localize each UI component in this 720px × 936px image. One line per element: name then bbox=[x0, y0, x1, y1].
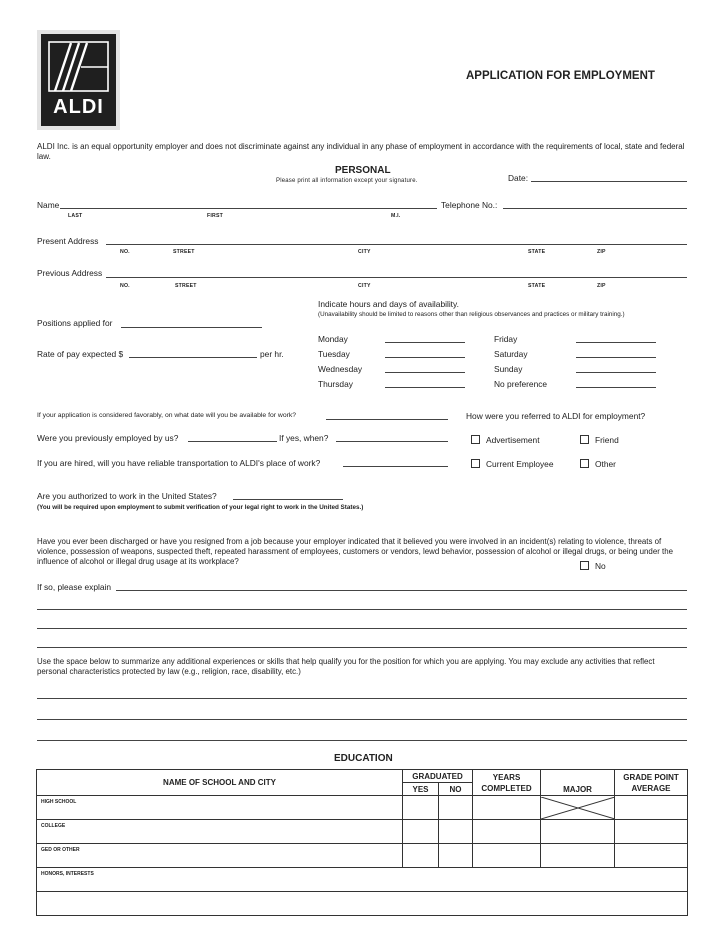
referral-advertisement[interactable] bbox=[471, 435, 540, 445]
edu-cell[interactable] bbox=[615, 820, 688, 844]
if-yes-label: If yes, when? bbox=[279, 433, 329, 443]
referral-current-employee[interactable] bbox=[471, 459, 554, 469]
name-label: Name bbox=[37, 200, 60, 210]
start-date-field[interactable] bbox=[326, 419, 448, 420]
previous-address-field[interactable] bbox=[106, 277, 687, 278]
day-saturday: Saturday bbox=[494, 349, 528, 359]
day-no-preference: No preference bbox=[494, 379, 548, 389]
saturday-field[interactable] bbox=[576, 357, 656, 358]
edu-cell[interactable] bbox=[403, 820, 439, 844]
col-graduated-header: GRADUATED bbox=[403, 770, 473, 783]
edu-cell[interactable] bbox=[439, 796, 473, 820]
print-instruction: Please print all information except your signature. bbox=[276, 178, 418, 184]
day-wednesday: Wednesday bbox=[318, 364, 363, 374]
summary-prompt: Use the space below to summarize any additional experiences or skills that help qualify you for the position for which you are applying. You may exclude any activities that reflect personal characteristics protected by law (e.g., religion, race, disability, etc.) bbox=[37, 657, 655, 676]
summary-line-3[interactable] bbox=[37, 740, 687, 741]
rate-field[interactable] bbox=[129, 357, 257, 358]
referral-label: How were you referred to ALDI for employment? bbox=[466, 411, 646, 421]
col-no-header: NO bbox=[439, 783, 473, 796]
previously-employed-question: Were you previously employed by us? bbox=[37, 433, 179, 443]
transportation-field[interactable] bbox=[343, 466, 448, 467]
previous-sub-state: STATE bbox=[528, 283, 546, 289]
edu-cell[interactable] bbox=[439, 844, 473, 868]
col-years-header: YEARS COMPLETED bbox=[473, 770, 541, 796]
thursday-field[interactable] bbox=[385, 387, 465, 388]
tuesday-field[interactable] bbox=[385, 357, 465, 358]
edu-cell[interactable] bbox=[473, 820, 541, 844]
previous-sub-zip: ZIP bbox=[597, 283, 606, 289]
explain-label: If so, please explain bbox=[37, 582, 112, 592]
explain-line-4[interactable] bbox=[37, 647, 687, 648]
date-field[interactable] bbox=[531, 181, 687, 182]
rate-label: Rate of pay expected $ bbox=[37, 349, 124, 359]
start-date-question: If your application is considered favorably, on what date will you be available for work? bbox=[37, 412, 297, 419]
rate-suffix: per hr. bbox=[260, 349, 284, 359]
checkbox-icon bbox=[580, 459, 589, 468]
previous-address-label: Previous Address bbox=[37, 268, 103, 278]
present-sub-no: NO. bbox=[120, 249, 130, 255]
availability-label: Indicate hours and days of availability. bbox=[318, 299, 459, 309]
name-field[interactable] bbox=[60, 208, 437, 209]
authorized-question: Are you authorized to work in the United States? bbox=[37, 491, 217, 501]
summary-line-1[interactable] bbox=[37, 698, 687, 699]
education-heading: EDUCATION bbox=[334, 753, 393, 764]
major-crossed-cell bbox=[541, 796, 615, 820]
previous-sub-city: CITY bbox=[358, 283, 371, 289]
previous-sub-street: STREET bbox=[175, 283, 197, 289]
referral-friend[interactable] bbox=[580, 435, 619, 445]
explain-line-1[interactable] bbox=[116, 590, 687, 591]
previous-sub-no: NO. bbox=[120, 283, 130, 289]
edu-cell[interactable] bbox=[403, 796, 439, 820]
edu-cell[interactable] bbox=[541, 844, 615, 868]
logo-stripes-icon bbox=[41, 34, 116, 94]
if-yes-field[interactable] bbox=[336, 441, 448, 442]
summary-line-2[interactable] bbox=[37, 719, 687, 720]
row-college: COLLEGE bbox=[37, 820, 403, 844]
present-address-field[interactable] bbox=[106, 244, 687, 245]
present-sub-zip: ZIP bbox=[597, 249, 606, 255]
availability-note: (Unavailability should be limited to reasons other than religious observances and practices or military training.) bbox=[318, 311, 625, 318]
edu-cell[interactable] bbox=[473, 796, 541, 820]
col-yes-header: YES bbox=[403, 783, 439, 796]
row-high-school: HIGH SCHOOL bbox=[37, 796, 403, 820]
telephone-label: Telephone No.: bbox=[441, 200, 498, 210]
discharge-question: Have you ever been discharged or have you resigned from a job because your employer indicated that it believed you were involved in an incident(s) relating to violence, threats of violence, possession of weapons, suspected theft, repeated harassment of employees, customers or vendors, lewd behavior, possession of alcohol or illegal drugs, or being under the influence of alcohol or illegal drug usage at its workplace? bbox=[37, 537, 674, 566]
no-preference-field[interactable] bbox=[576, 387, 656, 388]
day-thursday: Thursday bbox=[318, 379, 353, 389]
previously-employed-field[interactable] bbox=[188, 441, 277, 442]
authorized-note: (You will be required upon employment to submit verification of your legal right to work in the United States.) bbox=[37, 504, 364, 511]
referral-friend-label: Friend bbox=[595, 435, 619, 445]
checkbox-icon bbox=[471, 435, 480, 444]
telephone-field[interactable] bbox=[503, 208, 687, 209]
checkbox-icon bbox=[580, 435, 589, 444]
present-sub-street: STREET bbox=[173, 249, 195, 255]
referral-advertisement-label: Advertisement bbox=[486, 435, 540, 445]
discharge-no-option[interactable] bbox=[580, 561, 606, 571]
logo-text: ALDI bbox=[53, 96, 104, 118]
position-field[interactable] bbox=[121, 327, 262, 328]
checkbox-icon bbox=[580, 561, 589, 570]
name-sub-first: FIRST bbox=[207, 213, 223, 219]
edu-cell[interactable] bbox=[615, 844, 688, 868]
edu-cell[interactable] bbox=[439, 820, 473, 844]
checkbox-icon bbox=[471, 459, 480, 468]
monday-field[interactable] bbox=[385, 342, 465, 343]
date-label: Date: bbox=[508, 173, 529, 183]
present-sub-state: STATE bbox=[528, 249, 546, 255]
honors-blank-row[interactable] bbox=[37, 892, 688, 916]
day-sunday: Sunday bbox=[494, 364, 523, 374]
edu-cell[interactable] bbox=[615, 796, 688, 820]
day-friday: Friday bbox=[494, 334, 518, 344]
row-ged-other: GED OR OTHER bbox=[37, 844, 403, 868]
education-table bbox=[36, 769, 688, 916]
explain-line-3[interactable] bbox=[37, 628, 687, 629]
authorized-field[interactable] bbox=[233, 499, 343, 500]
col-school-header: NAME OF SCHOOL AND CITY bbox=[37, 770, 403, 796]
transportation-question: If you are hired, will you have reliable transportation to ALDI's place of work? bbox=[37, 458, 321, 468]
cross-out-icon bbox=[541, 797, 615, 819]
referral-other[interactable] bbox=[580, 459, 616, 469]
referral-current-employee-label: Current Employee bbox=[486, 459, 554, 469]
page-title: APPLICATION FOR EMPLOYMENT bbox=[466, 70, 655, 82]
col-gpa-header: GRADE POINT AVERAGE bbox=[615, 770, 688, 796]
edu-cell[interactable] bbox=[473, 844, 541, 868]
referral-other-label: Other bbox=[595, 459, 616, 469]
edu-cell[interactable] bbox=[541, 820, 615, 844]
eeo-statement: ALDI Inc. is an equal opportunity employer and does not discriminate against any individual in any phase of employment in accordance with the requirements of local, state and federal law. bbox=[37, 142, 685, 161]
edu-cell[interactable] bbox=[403, 844, 439, 868]
col-major-header: MAJOR bbox=[541, 770, 615, 796]
personal-heading: PERSONAL bbox=[335, 165, 391, 176]
row-honors-interests[interactable]: HONORS, INTERESTS bbox=[37, 868, 688, 892]
present-address-label: Present Address bbox=[37, 236, 99, 246]
wednesday-field[interactable] bbox=[385, 372, 465, 373]
name-sub-mi: M.I. bbox=[391, 213, 401, 219]
position-label: Positions applied for bbox=[37, 318, 113, 328]
day-monday: Monday bbox=[318, 334, 348, 344]
present-sub-city: CITY bbox=[358, 249, 371, 255]
aldi-logo bbox=[37, 30, 120, 130]
sunday-field[interactable] bbox=[576, 372, 656, 373]
friday-field[interactable] bbox=[576, 342, 656, 343]
day-tuesday: Tuesday bbox=[318, 349, 350, 359]
name-sub-last: LAST bbox=[68, 213, 83, 219]
discharge-no-label: No bbox=[595, 561, 606, 571]
explain-line-2[interactable] bbox=[37, 609, 687, 610]
